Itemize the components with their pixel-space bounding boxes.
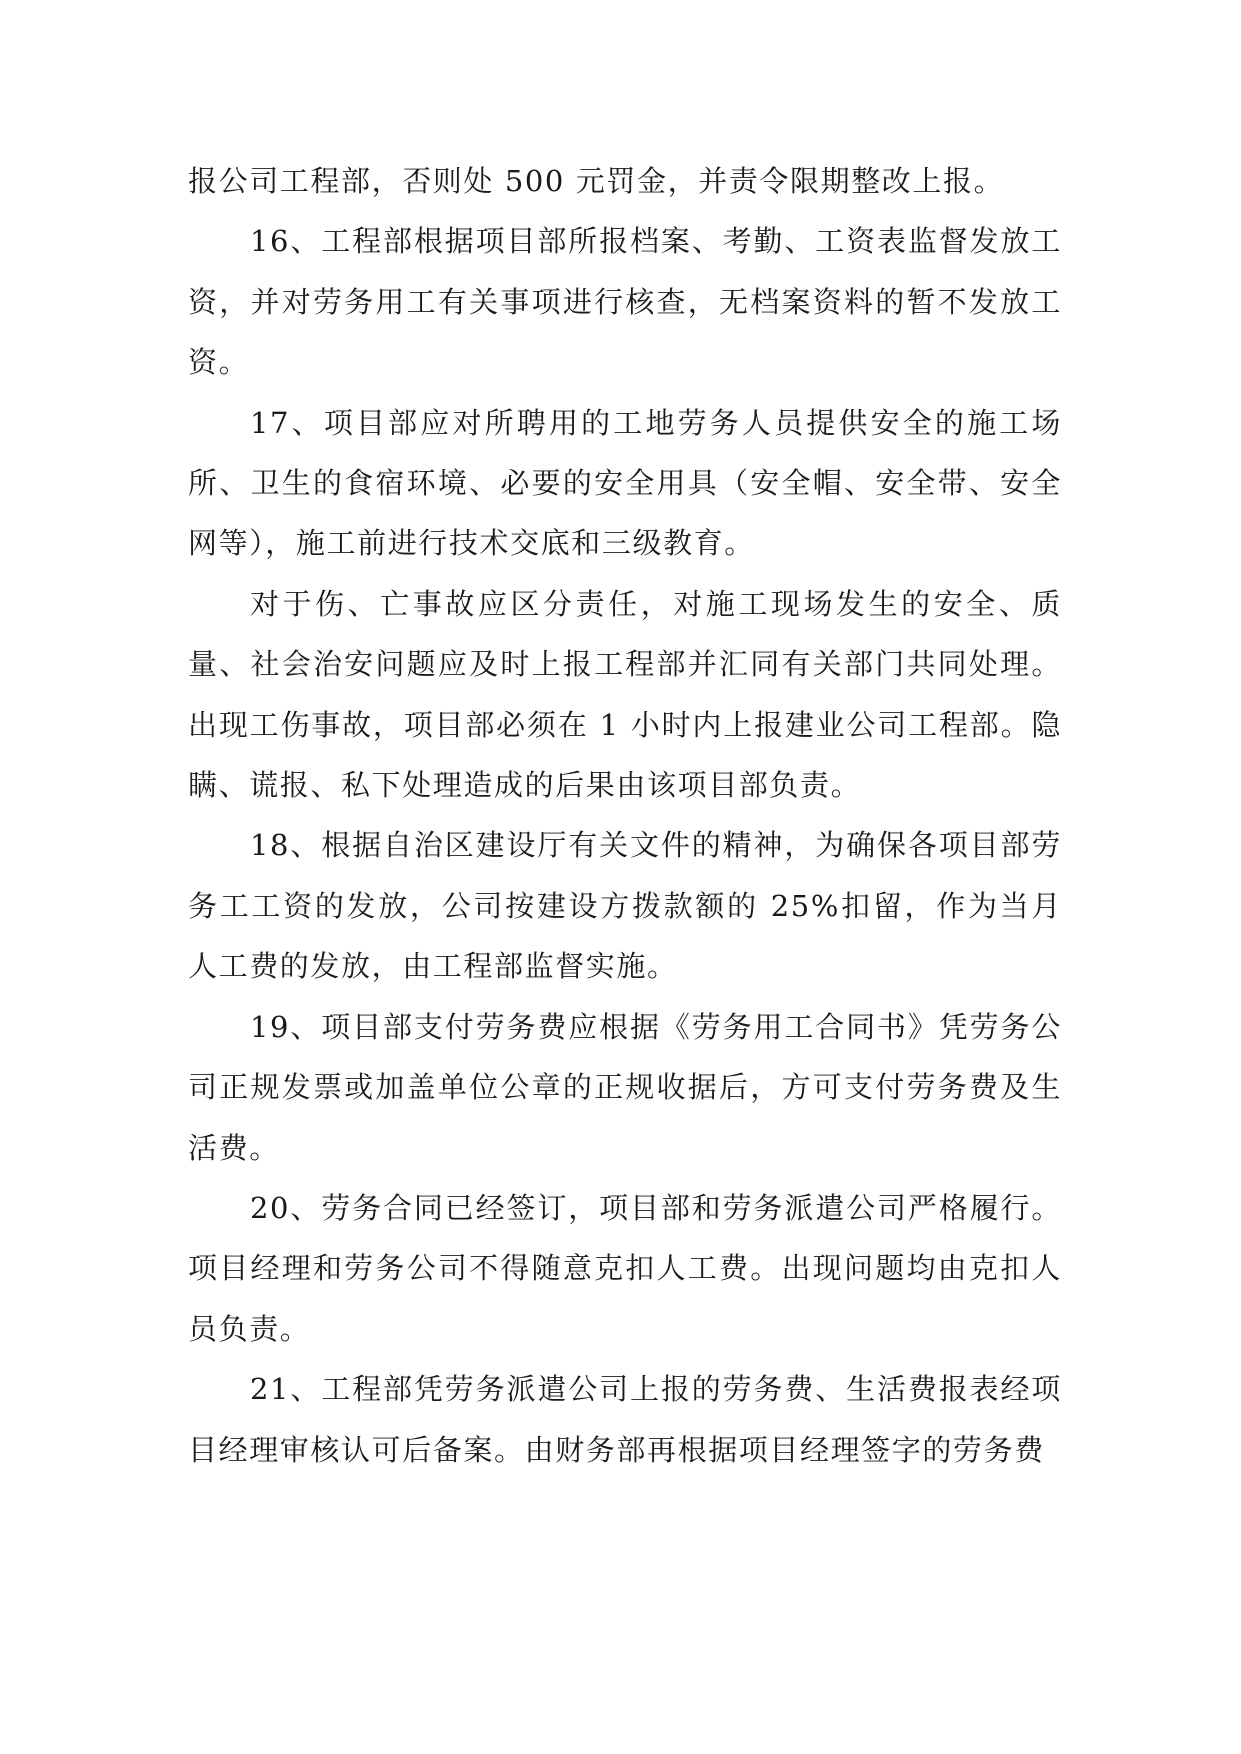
paragraph-item-18: 18、根据自治区建设厅有关文件的精神，为确保各项目部劳务工工资的发放，公司按建设方拨款额的 25%扣留，作为当月人工费的发放，由工程部监督实施。 bbox=[188, 828, 1062, 984]
paragraph-item-16: 16、工程部根据项目部所报档案、考勤、工资表监督发放工资，并对劳务用工有关事项进行核查，无档案资料的暂不发放工资。 bbox=[188, 224, 1062, 380]
paragraph-continuation: 报公司工程部，否则处 500 元罚金，并责令限期整改上报。 bbox=[188, 164, 1005, 198]
document-body bbox=[188, 151, 1062, 1480]
paragraph-item-17: 17、项目部应对所聘用的工地劳务人员提供安全的施工场所、卫生的食宿环境、必要的安全用具（安全帽、安全带、安全网等），施工前进行技术交底和三级教育。 bbox=[188, 405, 1062, 561]
paragraph-item-20: 20、劳务合同已经签订，项目部和劳务派遣公司严格履行。项目经理和劳务公司不得随意克扣人工费。出现问题均由克扣人员负责。 bbox=[188, 1190, 1062, 1346]
paragraph-accident-handling: 对于伤、亡事故应区分责任，对施工现场发生的安全、质量、社会治安问题应及时上报工程部并汇同有关部门共同处理。出现工伤事故，项目部必须在 1 小时内上报建业公司工程部。隐瞒、谎报、私下处理造成的后果由该项目部负责。 bbox=[188, 586, 1062, 803]
paragraph-item-19: 19、项目部支付劳务费应根据《劳务用工合同书》凭劳务公司正规发票或加盖单位公章的正规收据后，方可支付劳务费及生活费。 bbox=[188, 1009, 1062, 1165]
paragraph-item-21: 21、工程部凭劳务派遣公司上报的劳务费、生活费报表经项目经理审核认可后备案。由财务部再根据项目经理签字的劳务费 bbox=[188, 1372, 1062, 1467]
